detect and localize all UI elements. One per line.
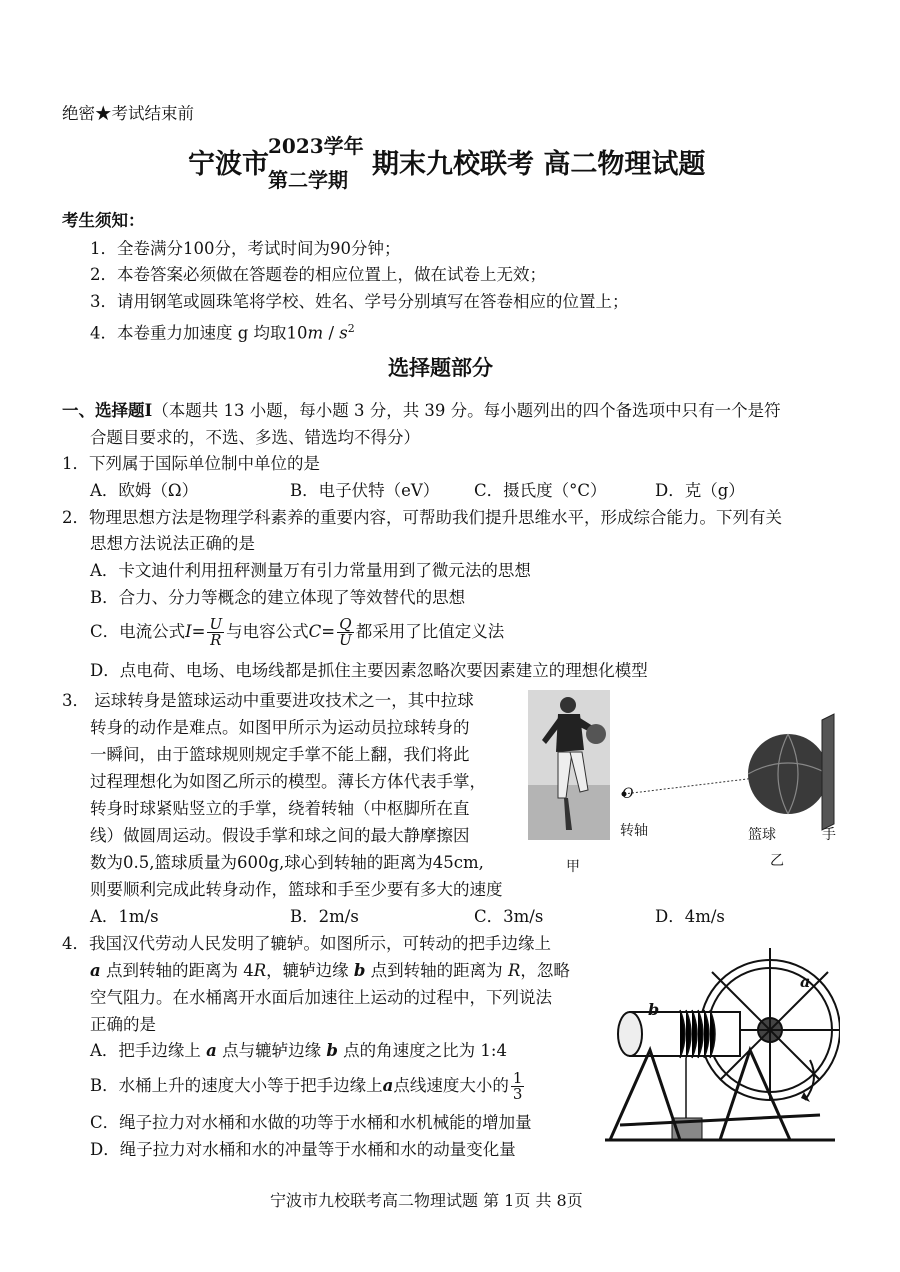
fig-label-yi: 乙: [770, 853, 784, 869]
q1-option-d: D．克（g）: [655, 481, 745, 500]
q3-option-a: A．1m/s: [90, 907, 159, 926]
q3-line-5: 转身时球紧贴竖立的手掌，绕着转轴（中枢脚所在直: [90, 799, 470, 818]
q3-option-d: D．4m/s: [655, 907, 725, 926]
part1-desc-1: （本题共 13 小题，每小题 3 分，共 39 分。每小题列出的四个备选项中只有一个是符: [152, 401, 781, 420]
fig-label-ball: 篮球: [748, 827, 776, 843]
q4-line2-c: ，辘轳边缘: [266, 961, 354, 980]
unit-s: s: [339, 323, 348, 343]
q2c-pre: C．电流公式: [90, 622, 186, 641]
q2c-fraction-qu: [337, 614, 354, 649]
q4-point-a: a: [90, 961, 101, 980]
fig-label-hand: 手: [822, 827, 836, 843]
title-year: 2023学年: [268, 134, 364, 158]
ball-hand-model: [618, 712, 848, 852]
q4b-post: 点线速度大小的: [393, 1076, 509, 1095]
q4a-a: a: [206, 1041, 217, 1060]
q2c-mid: 与电容公式: [226, 622, 309, 641]
q4-option-d: D．绳子拉力对水桶和水的冲量等于水桶和水的动量变化量: [90, 1140, 516, 1159]
q3-line-2: 转身的动作是难点。如图甲所示为运动员拉球转身的: [90, 718, 470, 737]
q4-option-a: [90, 1040, 507, 1062]
notice-item-2: 2．本卷答案必须做在答题卷的相应位置上，做在试卷上无效；: [90, 265, 546, 284]
q2c-u1: U: [209, 614, 223, 633]
fig-label-a: a: [800, 972, 811, 991]
q4a-mid: 点与辘轳边缘: [216, 1041, 327, 1060]
q4-line2-b: 点到转轴的距离为 4: [100, 961, 254, 980]
q4-line-2: [90, 960, 570, 982]
q2c-eq1: =: [191, 622, 206, 641]
q4a-pre: A．把手边缘上: [90, 1041, 207, 1060]
unit-m: m: [307, 323, 324, 343]
part1-desc-2: 合题目要求的，不选、多选、错选均不得分）: [90, 428, 420, 447]
q4-line-1: 4．我国汉代劳动人民发明了辘轳。如图所示，可转动的把手边缘上: [62, 934, 551, 953]
q4b-den: 3: [512, 1084, 523, 1103]
q2c-fraction-ur: [207, 614, 224, 649]
fig-label-jia: 甲: [566, 859, 580, 875]
q2c-c: C: [308, 622, 322, 641]
q2c-eq2: =: [321, 622, 336, 641]
q4-line-4: 正确的是: [90, 1015, 156, 1034]
q2c-u2: U: [339, 630, 352, 649]
q2c-post: 都采用了比值定义法: [355, 622, 505, 641]
secret-label: 绝密★考试结束前: [62, 104, 194, 123]
q4-r2: R: [507, 961, 521, 980]
q2-stem-2: 思想方法说法正确的是: [90, 534, 255, 553]
q4a-b: b: [326, 1041, 338, 1060]
q4b-num: 1: [512, 1068, 523, 1087]
q3-option-b: B．2m/s: [290, 907, 359, 926]
q1-stem: 1．下列属于国际单位制中单位的是: [62, 454, 320, 473]
q3-line-8: 则要顺利完成此转身动作，篮球和手至少要有多大的速度: [90, 880, 503, 899]
unit-sep: /: [323, 323, 340, 343]
q4b-pre: B．水桶上升的速度大小等于把手边缘上: [90, 1076, 383, 1095]
q2-stem-1: 2．物理思想方法是物理学科素养的重要内容，可帮助我们提升思维水平，形成综合能力。下列有关: [62, 508, 782, 527]
notice-item-3: 3．请用钢笔或圆珠笔将学校、姓名、学号分别填写在答卷相应的位置上；: [90, 292, 629, 311]
figure-yi-model: [618, 712, 848, 852]
notice-item-1: 1．全卷满分100分，考试时间为90分钟；: [90, 239, 401, 258]
q2c-i: I: [185, 622, 192, 641]
fig-label-o: O: [622, 786, 634, 802]
q2c-r: R: [210, 630, 222, 649]
q4b-a: a: [382, 1076, 394, 1095]
notice-item-4: [90, 318, 355, 345]
q4-r1: R: [253, 961, 267, 980]
q3-line-3: 一瞬间，由于篮球规则规定手掌不能上翻，我们将此: [90, 745, 470, 764]
q1-option-b: B．电子伏特（eV）: [290, 481, 440, 500]
fig-label-axis: 转轴: [620, 823, 648, 839]
player-illustration: [528, 690, 610, 840]
q3-line-7: 数为0.5,篮球质量为600g,球心到转轴的距离为45cm,: [90, 853, 484, 872]
q3-line-4: 过程理想化为如图乙所示的模型。薄长方体代表手掌，: [90, 772, 486, 791]
part1-label: 一、选择题Ⅰ: [62, 401, 153, 420]
q2-option-c: [90, 614, 504, 650]
unit-exp: 2: [347, 322, 355, 335]
title-exam-name: 期末九校联考 高二物理试题: [372, 149, 706, 180]
part1-header: [62, 400, 781, 422]
title-city: 宁波市: [188, 149, 269, 180]
q4-line-3: 空气阻力。在水桶离开水面后加速往上运动的过程中，下列说法: [90, 988, 552, 1007]
q4-point-b: b: [353, 961, 366, 980]
q4a-post: 点的角速度之比为 1:4: [337, 1041, 507, 1060]
q2-option-b: B．合力、分力等概念的建立体现了等效替代的思想: [90, 588, 466, 607]
q4b-fraction: [511, 1068, 525, 1103]
q4-line2-d: 点到转轴的距离为: [365, 961, 508, 980]
q4-line2-e: ，忽略: [520, 961, 570, 980]
q2-option-d: D．点电荷、电场、电场线都是抓住主要因素忽略次要因素建立的理想化模型: [90, 661, 648, 680]
figure-jia-player: [528, 690, 610, 840]
page-footer: 宁波市九校联考高二物理试题 第 1页 共 8页: [270, 1191, 583, 1210]
q4-option-c: C．绳子拉力对水桶和水做的功等于水桶和水机械能的增加量: [90, 1113, 532, 1132]
fig-label-b: b: [648, 1000, 660, 1019]
q2c-q: Q: [337, 617, 354, 633]
title-semester: 第二学期: [268, 168, 348, 192]
q3-line-1: 3． 运球转身是篮球运动中重要进攻技术之一，其中拉球: [62, 691, 474, 710]
q4-option-b: [90, 1068, 526, 1104]
q1-option-c: C．摄氏度（°C）: [474, 481, 607, 500]
q2-option-a: A．卡文迪什利用扭秤测量万有引力常量用到了微元法的思想: [90, 561, 531, 580]
q3-option-c: C．3m/s: [474, 907, 544, 926]
notice-item-4-text: 4．本卷重力加速度 g 均取10: [90, 323, 308, 343]
section-title: 选择题部分: [388, 355, 493, 380]
q1-option-a: A．欧姆（Ω）: [90, 481, 199, 500]
q3-line-6: 线）做圆周运动。假设手掌和球之间的最大静摩擦因: [90, 826, 470, 845]
notice-title: 考生须知：: [62, 211, 145, 230]
